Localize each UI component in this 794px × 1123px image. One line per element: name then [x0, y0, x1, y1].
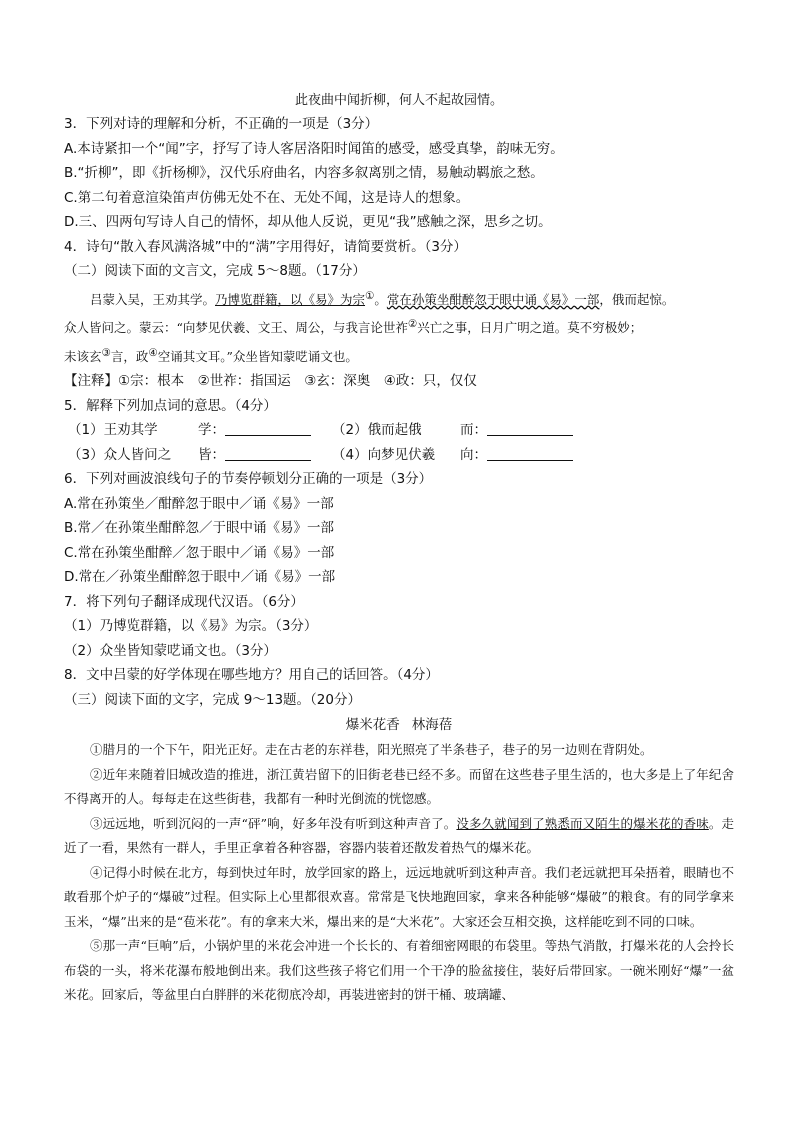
annotation-notes: 【注释】①宗：根本 ②世祚：指国运 ③玄：深奥 ④政：只，仅仅 [64, 373, 477, 390]
question-3-option-c: C.第二句着意渲染笛声仿佛无处不在、无处不闻，这是诗人的想象。 [64, 189, 470, 206]
question-3-option-a: A.本诗紧扣一个“闻”字，抒写了诗人客居洛阳时闻笛的感受，感受真挚，韵味无穷。 [64, 140, 564, 157]
classical-text: 。 [374, 291, 387, 307]
classical-text: 言，政 [110, 348, 149, 364]
wavy-underlined-sentence: 常在孙策坐酣醉忽于眼中诵《易》一部 [386, 291, 600, 307]
article-paragraph-4: ④记得小时候在北方，每到快过年时，放学回家的路上，远远地就听到这种声音。我们老远就把耳朵捂着，眼睛也不敢看那个炉子的“爆破”过程。但实际上心里都很欢喜。常常是飞快地跑回家，拿来各种能够“爆破”的粮食。有的同学拿来玉米，“爆”出来的是“苞米花”。有的拿来大米，爆出来的是“大米花”。大家还会互相交换，这样能吃到不同的口味。 [64, 864, 734, 929]
answer-blank[interactable] [487, 446, 573, 461]
classical-text-line-3 [64, 341, 734, 370]
question-5-row-2 [64, 443, 734, 468]
article-text: ③远远地，听到沉闷的一声“砰”响，好多年没有听到这种声音了。 [90, 815, 457, 831]
classical-text: 空诵其文耳。”众坐皆知蒙呓诵文也。 [157, 348, 358, 364]
note-marker-4: ④ [148, 346, 158, 359]
vocab-answer-3 [198, 443, 324, 468]
underlined-sentence: 乃博览群籍，以《易》为宗 [215, 291, 366, 307]
question-6-option-b: B.常／在孙策坐酣醉忽／于眼中诵《易》一部 [64, 520, 335, 537]
question-3-stem: 3．下列对诗的理解和分析，不正确的一项是（3分） [64, 116, 379, 132]
answer-blank[interactable] [225, 446, 311, 461]
article-title-line [64, 712, 734, 738]
question-8: 8．文中吕蒙的好学体现在哪些地方？用自己的话回答。（4分） [64, 667, 439, 684]
section-2-heading: （二）阅读下面的文言文，完成 5～8题。（17分） [64, 263, 366, 279]
vocab-answer-2 [460, 418, 610, 443]
vocab-item-1: （1）王劝其学 [68, 422, 158, 439]
article-paragraph-5: ⑤那一声“巨响”后，小锅炉里的米花会冲进一个长长的、有着细密网眼的布袋里。等热气消散，打爆米花的人会拎长布袋的一头，将米花瀑布般地倒出来。我们这些孩子将它们用一个干净的脸盆接住，装好后带回家。一碗米刚好“爆”一盆米花。回家后，等盆里白白胖胖的米花彻底冷却，再装进密封的饼干桶、玻璃罐、 [64, 938, 734, 1003]
answer-blank[interactable] [487, 421, 573, 436]
article-paragraph-2: ②近年来随着旧城改造的推进，浙江黄岩留下的旧街老巷已经不多。而留在这些巷子里生活的，也大多是上了年纪舍不得离开的人。每每走在这些街巷，我都有一种时光倒流的恍惚感。 [64, 766, 734, 807]
question-6-option-d: D.常在／孙策坐酣醉忽于眼中／诵《易》一部 [64, 569, 336, 586]
note-marker-3: ③ [101, 346, 111, 359]
vocab-item-3: （3）众人皆问之 [68, 446, 172, 463]
question-5-stem: 5．解释下列加点词的意思。（4分） [64, 397, 277, 414]
question-6-stem: 6．下列对画波浪线句子的节奏停顿划分正确的一项是（3分） [64, 471, 433, 488]
question-4: 4．诗句“散入春风满洛城”中的“满”字用得好，请简要赏析。（3分） [64, 238, 467, 255]
classical-text-line-2 [64, 312, 734, 341]
vocab-word-label: 而： [460, 422, 487, 439]
vocab-answer-1 [198, 418, 324, 443]
vocab-word-label: 皆： [198, 446, 225, 463]
question-6-option-c: C.常在孙策坐酣醉／忽于眼中／诵《易》一部 [64, 544, 335, 561]
question-7-sentence-1: （1）乃博览群籍，以《易》为宗。（3分） [64, 618, 318, 635]
classical-text: 众人皆问之。蒙云：“向梦见伏羲、文王、周公，与我言论世祚 [64, 320, 408, 336]
vocab-item-2: （2）俄而起俄 [332, 422, 422, 439]
article-paragraph-3 [64, 812, 734, 861]
note-marker-2: ② [407, 318, 418, 331]
note-marker-1: ① [365, 289, 375, 302]
article-text: 。走近了一看，果然有一群人，手里正拿着各种容器，容器内装着还散发着热气的爆米花。 [64, 815, 734, 856]
poem-line: 此夜曲中闻折柳，何人不起故园情。 [294, 93, 503, 108]
vocab-answer-4 [460, 443, 610, 468]
question-7-sentence-2: （2）众坐皆知蒙呓诵文也。（3分） [64, 642, 277, 659]
classical-text-line-1 [64, 284, 734, 313]
vocab-item-4: （4）向梦见伏羲 [332, 446, 436, 463]
classical-text: 未该玄 [64, 348, 102, 364]
section-3-heading: （三）阅读下面的文字，完成 9～13题。（20分） [64, 691, 361, 708]
document-content [64, 90, 734, 1008]
underlined-sentence: 没多久就闻到了熟悉而又陌生的爆米花的香味 [456, 815, 709, 831]
article-author: 林海蓓 [411, 717, 453, 734]
article-paragraph-1: ①腊月的一个下午，阳光正好。走在古老的东祥巷，阳光照亮了半条巷子，巷子的另一边则在背阴处。 [90, 742, 653, 758]
classical-text: ，俄而起惊。 [599, 291, 675, 307]
classical-text: 吕蒙入吴，王劝其学。 [90, 291, 216, 307]
vocab-word-label: 学： [198, 422, 225, 439]
question-5-row-1 [64, 418, 734, 443]
question-6-option-a: A.常在孙策坐／酣醉忽于眼中／诵《易》一部 [64, 495, 334, 512]
question-3-option-b: B.“折柳”，即《折杨柳》，汉代乐府曲名，内容多叙离别之情，易触动羁旅之愁。 [64, 165, 544, 181]
question-7-stem: 7．将下列句子翻译成现代汉语。（6分） [64, 593, 304, 610]
answer-blank[interactable] [225, 421, 311, 436]
vocab-word-label: 向： [460, 446, 487, 463]
article-title: 爆米花香 [345, 717, 400, 734]
question-3-option-d: D.三、四两句写诗人自己的情怀，却从他人反说，更见“我”感触之深，思乡之切。 [64, 214, 552, 230]
classical-text: 兴亡之事，日月广明之道。莫不穷极妙； [417, 320, 643, 336]
